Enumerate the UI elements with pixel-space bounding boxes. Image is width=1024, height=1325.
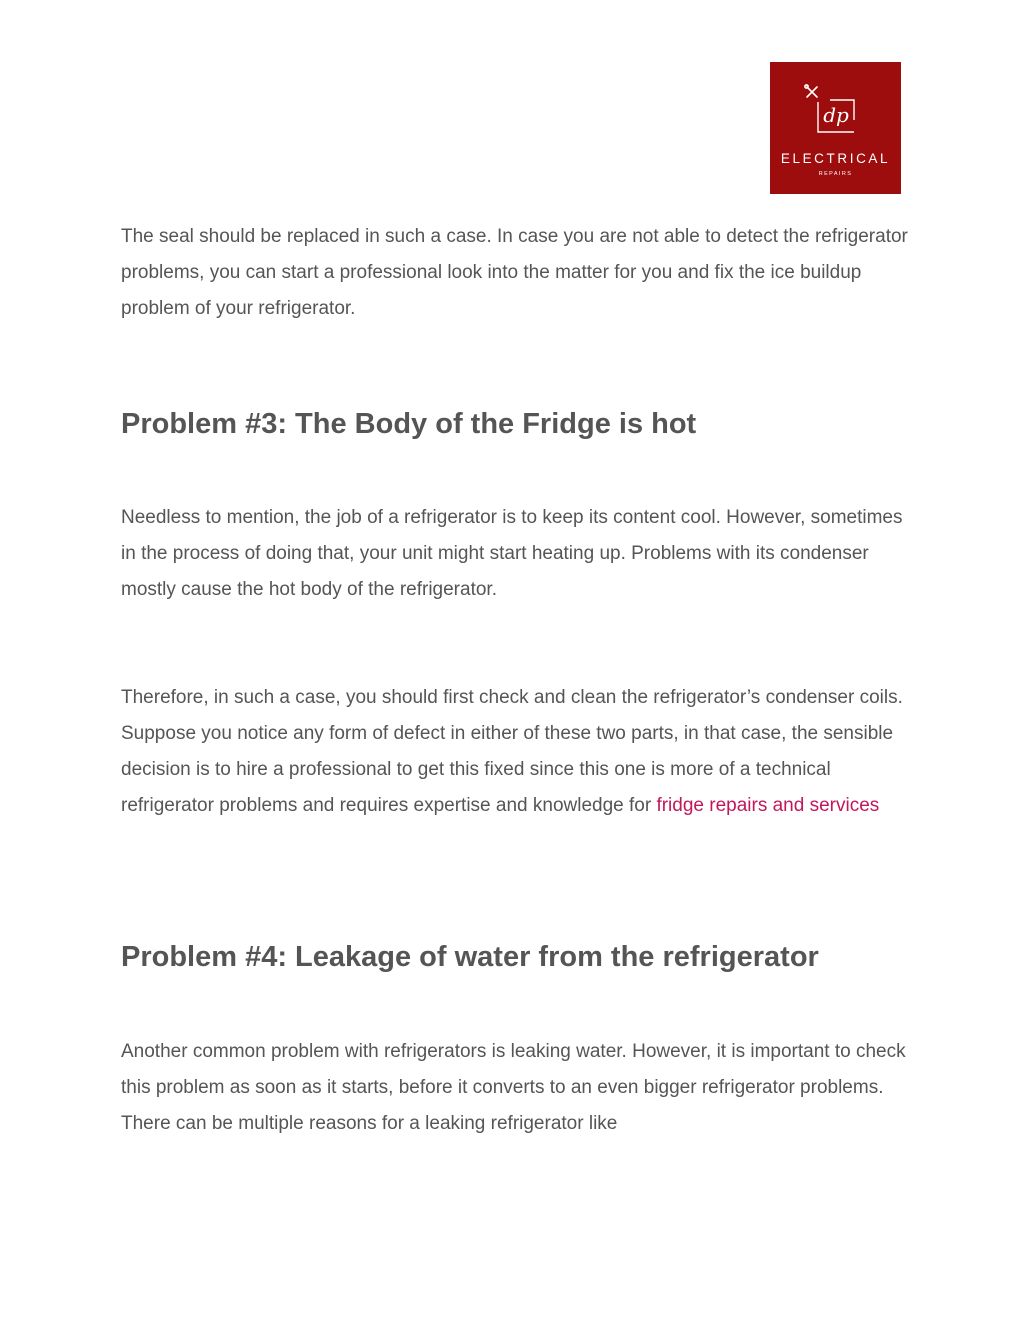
paragraph-hot-body: Needless to mention, the job of a refrigerator is to keep its content cool. However, sometimes in the process of doing that, your unit might start heating up. Problems with its condenser mostly cause the hot body of the refrigerator. [121, 507, 903, 600]
tools-icon [805, 85, 817, 97]
monogram-text: dp [823, 103, 849, 127]
logo-sub-word: REPAIRS [818, 171, 853, 177]
heading-problem-4: Problem #4: Leakage of water from the refrigerator [121, 941, 819, 973]
logo-graphic [770, 62, 901, 194]
logo-brand-word: ELECTRICAL [780, 151, 891, 166]
paragraph-leakage: Another common problem with refrigerators is leaking water. However, it is important to check this problem as soon as it starts, before it converts to an even bigger refrigerator problems. There can be multiple reasons for a leaking refrigerator like [121, 1041, 906, 1134]
fridge-repairs-link[interactable]: fridge repairs and services [656, 795, 880, 816]
paragraph-condenser [121, 680, 911, 824]
paragraph-condenser-text: Therefore, in such a case, you should first check and clean the refrigerator’s condenser coils. Suppose you notice any form of defect in either of these two parts, in that case, the sensible decision is to hire a professional to get this fixed since this one is more of a technical refrigerator problems and requires expertise and knowledge for [121, 687, 903, 816]
heading-problem-3: Problem #3: The Body of the Fridge is hot [121, 408, 697, 440]
company-logo [770, 62, 901, 194]
paragraph-seal: The seal should be replaced in such a case. In case you are not able to detect the refrigerator problems, you can start a professional look into the matter for you and fix the ice buildup problem of your refrigerator. [121, 226, 908, 319]
